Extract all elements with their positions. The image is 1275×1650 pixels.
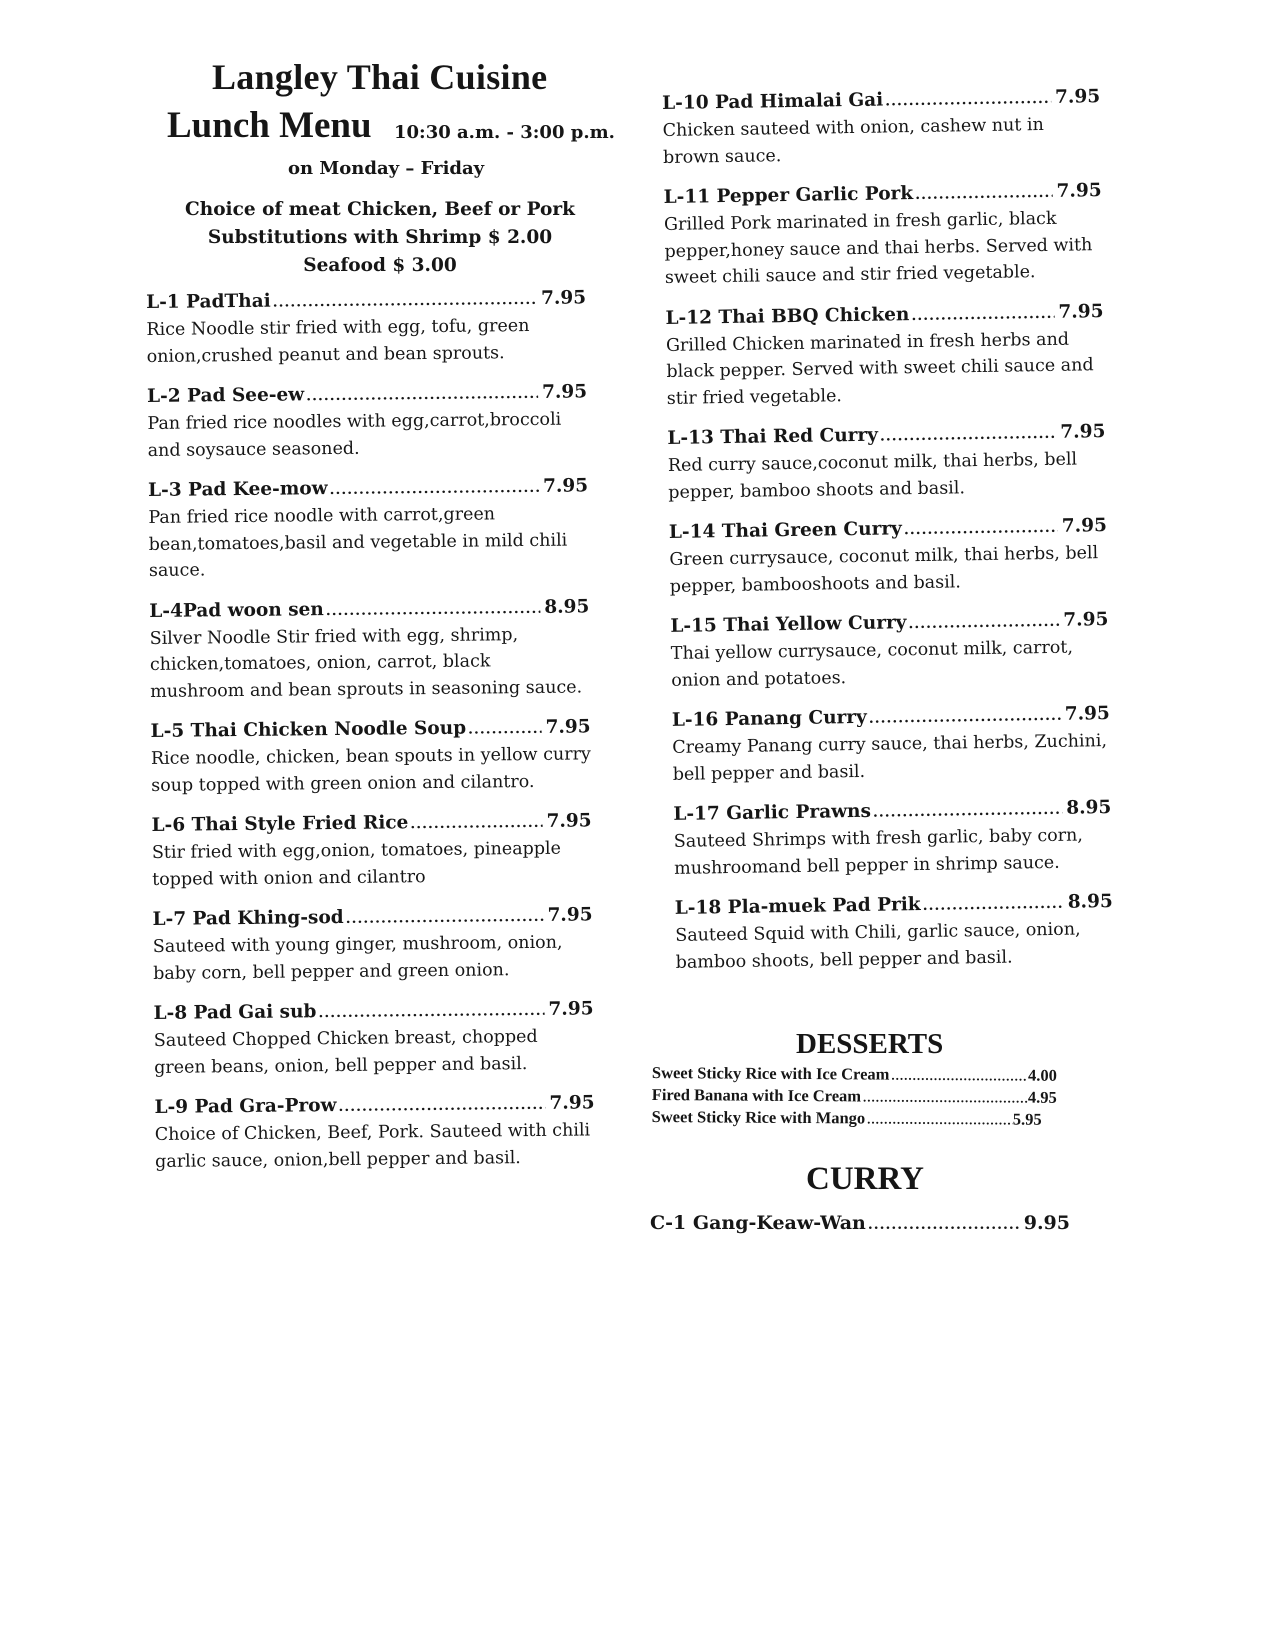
menu-item-price: 7.95 [1058,300,1104,323]
choice-line: Choice of meat Chicken, Beef or Pork [185,199,575,220]
dot-leader [273,287,538,316]
dot-leader [891,1065,1028,1087]
menu-item-description: Thai yellow currysauce, coconut milk, carrot, onion and potatoes. [670,637,1074,691]
menu-item [146,285,587,370]
menu-item-price: 7.95 [541,381,588,403]
dot-leader [326,595,541,623]
menu-item-name: L-8 Pad Gai sub [153,1001,317,1024]
lunch-hours: 10:30 a.m. - 3:00 p.m. [394,122,615,143]
menu-item-name: C-1 Gang-Keaw-Wan [650,1212,866,1234]
menu-item [151,808,592,893]
choice-line: Substitutions with Shrimp $ 2.00 [207,227,553,248]
menu-item-description: Sauteed Shrimps with fresh garlic, baby corn, mushroomand bell pepper in shrimp sauce. [673,825,1084,879]
dessert-item [652,1062,1057,1087]
menu-item [675,889,1114,976]
menu-item-price: 7.95 [1063,609,1109,631]
menu-item [669,513,1108,600]
menu-item-description: Chicken sauteed with onion, cashew nut in brown sauce. [662,115,1044,168]
choice-line: Seafood $ 3.00 [303,255,457,276]
dot-leader [885,86,1051,115]
curry-menu-item [650,1210,1070,1238]
menu-item [663,178,1103,291]
menu-item-price: 7.95 [1054,86,1101,108]
menu-item-price: 7.95 [542,475,589,497]
menu-item-price: 7.95 [1060,421,1106,443]
dessert-item [652,1084,1057,1109]
menu-item [665,299,1105,412]
dot-leader [922,891,1064,919]
dessert-price: 4.00 [1027,1065,1057,1085]
dot-leader [908,609,1059,637]
menu-item-description: Pan fried rice noodle with carrot,green bean,tomatoes,basil and vegetable in mild chili sauce. [148,504,568,581]
menu-item-name: L-17 Garlic Prawns [673,800,872,825]
menu-item-name: L-6 Thai Style Fried Rice [151,812,409,836]
menu-item [150,714,591,799]
menu-item-name: L-1 PadThai [146,290,271,313]
menu-item-description: Red curry sauce,coconut milk, thai herbs, bell pepper, bamboo shoots and basil. [667,449,1078,503]
menu-item-description: Pan fried rice noodles with egg,carrot,broccoli and soysauce seasoned. [147,409,562,461]
menu-item-price: 7.95 [545,716,591,738]
dot-leader [346,904,544,932]
menu-item-name: L-16 Panang Curry [671,706,867,731]
menu-item-description: Choice of Chicken, Beef, Pork. Sauteed with chili garlic sauce, onion,bell pepper and basil. [154,1120,591,1172]
menu-item [154,1090,595,1175]
menu-item [149,594,590,705]
menu-item-name: L-10 Pad Himalai Gai [662,89,884,114]
dot-leader [410,810,542,837]
menu-item-description: Stir fried with egg,onion, tomatoes, pineapple topped with onion and cilantro [151,838,562,890]
menu-item-price: 8.95 [544,595,590,618]
menu-item [153,996,594,1081]
menu-item-name: L-3 Pad Kee-mow [147,478,328,501]
menu-item-name: L-11 Pepper Garlic Pork [663,183,914,208]
dot-leader [904,515,1058,543]
menu-item-name: L-14 Thai Green Curry [668,518,903,543]
menu-item [672,701,1111,788]
dot-leader [873,797,1063,826]
left-menu-column [146,285,595,1189]
menu-item [673,795,1112,882]
menu-item-description: Creamy Panang curry sauce, thai herbs, Zuchini, bell pepper and basil. [672,731,1108,785]
menu-item-name: L-18 Pla-muek Pad Prik [674,894,921,919]
menu-item-description: Rice Noodle stir fried with egg, tofu, green onion,crushed peanut and bean sprouts. [146,315,530,367]
dot-leader [880,421,1057,450]
menu-item-description: Rice noodle, chicken, bean spouts in yellow curry soup topped with green onion and cilantro. [150,744,591,796]
dessert-price: 4.95 [1027,1087,1057,1107]
menu-item-price: 7.95 [549,1092,595,1114]
menu-item-description: Sauteed with young ginger, mushroom, onion, baby corn, bell pepper and green onion. [152,932,563,984]
menu-item-name: L-13 Thai Red Curry [667,424,879,449]
dessert-name: Fired Banana with Ice Cream [651,1084,862,1106]
menu-title: Lunch Menu [167,105,372,146]
dot-leader [338,1092,545,1120]
menu-item [670,607,1109,694]
menu-item [662,84,1101,171]
dessert-name: Sweet Sticky Rice with Ice Cream [651,1063,890,1084]
menu-item [147,379,588,464]
menu-item-price: 7.95 [1061,515,1108,537]
dot-leader [915,180,1053,208]
menu-item-name: L-15 Thai Yellow Curry [670,612,907,637]
desserts-list [652,1062,1057,1131]
restaurant-name: Langley Thai Cuisine [212,57,548,97]
desserts-heading: DESSERTS [796,1028,944,1060]
menu-item-name: L-9 Pad Gra-Prow [154,1095,337,1118]
menu-item [152,902,593,987]
menu-item-name: L-7 Pad Khing-sod [152,906,344,930]
dot-leader [329,475,539,503]
menu-item-name: L-5 Thai Chicken Noodle Soup [150,717,467,742]
menu-item-price: 7.95 [1056,180,1102,202]
dessert-price: 5.95 [1012,1109,1042,1129]
meat-choice-note [150,196,610,280]
dot-leader [868,1212,1020,1238]
right-menu-column [662,84,1114,990]
curry-heading: CURRY [806,1161,924,1197]
menu-item [148,473,589,584]
menu-item-price: 7.95 [548,998,594,1020]
dot-leader [318,998,544,1026]
menu-item-description: Green currysauce, coconut milk, thai herbs, bell pepper, bambooshoots and basil. [669,543,1099,597]
menu-item-name: L-4Pad woon sen [149,598,324,622]
menu-item-description: Silver Noodle Stir fried with egg, shrimp, chicken,tomatoes, onion, carrot, black mushroom and bean sprouts in seasoning sauce. [149,624,583,702]
menu-item-price: 7.95 [1064,703,1110,725]
menu-item-description: Grilled Pork marinated in fresh garlic, black pepper,honey sauce and thai herbs. Served with sweet chili sauce and stir fried vegetable. [663,208,1093,288]
menu-item-price: 7.95 [540,287,587,309]
menu-item-description: Sauteed Chopped Chicken breast, chopped green beans, onion, bell pepper and basil. [153,1026,538,1078]
menu-item-price: 8.95 [1067,891,1113,913]
dot-leader [867,1109,1013,1131]
menu-item-name: L-12 Thai BBQ Chicken [665,303,910,329]
lunch-days: on Monday – Friday [288,158,485,179]
menu-item-description: Grilled Chicken marinated in fresh herbs and black pepper. Served with sweet chili sauce and stir fried vegetable. [665,329,1094,409]
dot-leader [869,703,1061,732]
dessert-item [652,1106,1042,1131]
menu-item-name: L-2 Pad See-ew [147,384,305,407]
menu-item-price: 9.95 [1023,1212,1070,1234]
dot-leader [863,1086,1028,1108]
dot-leader [911,300,1054,328]
dot-leader [468,716,542,743]
menu-item [667,419,1106,506]
dot-leader [306,381,538,409]
menu-item-price: 8.95 [1066,797,1112,819]
dessert-name: Sweet Sticky Rice with Mango [651,1106,866,1128]
menu-item-description: Sauteed Squid with Chili, garlic sauce, onion, bamboo shoots, bell pepper and basil. [675,919,1081,973]
menu-item-price: 7.95 [547,904,593,926]
menu-item-price: 7.95 [546,810,592,832]
